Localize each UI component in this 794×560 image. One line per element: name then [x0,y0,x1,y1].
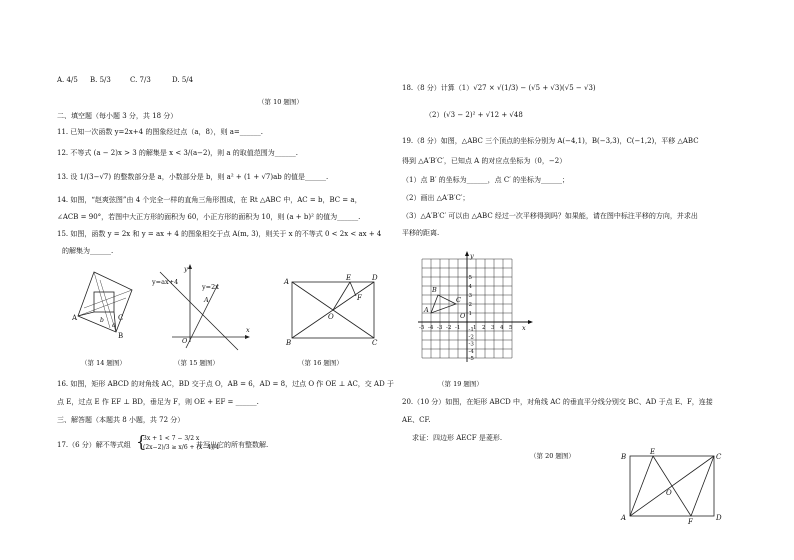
fig19-x-tick-label: 3 [491,325,495,331]
question-19-line-3: （1）点 B′ 的坐标为______，点 C′ 的坐标为______； [402,176,570,184]
question-15-line-2: 的解集为______. [62,247,114,255]
question-19-line-4: （2）画出 △A′B′C′； [402,194,470,202]
fig15-label-f1: y=ax+4 [152,278,179,286]
figure-19-caption: （第 19 题图） [438,380,483,388]
option-b: B. 5/3 [90,76,111,84]
fig19-label-x: x [522,324,526,332]
fig15-label-y: y [184,265,188,273]
question-17-suffix: 并写出它的所有整数解. [196,441,269,449]
option-d: D. 5/4 [172,76,194,84]
fig19-x-tick-label: -5 [419,325,425,331]
fig16-label-c: C [372,339,378,347]
fig16-label-b: B [286,339,292,347]
option-c: C. 7/3 [130,76,151,84]
fig20-label-o: O [666,489,672,497]
fig14-label-b-side: b [100,317,104,324]
question-14-line-1: 14. 如图，“赵爽弦图”由 4 个完全一样的直角三角形围成，在 Rt △ABC 中，AC = b，BC = a， [57,196,362,204]
question-20-line-2: AE、CF. [402,416,431,424]
fig20-label-a: A [621,514,627,522]
fig19-label-y: y [470,252,474,260]
fig20-label-f: F [688,518,693,526]
fig19-label-o: O [460,312,466,320]
fig19-y-tick-label: 4 [468,284,472,290]
fig19-y-tick-label: -2 [468,334,474,341]
figure-20-diagram [618,448,726,524]
question-11: 11. 已知一次函数 y=2x+4 的图象经过点（a，8），则 a=______. [57,128,263,136]
figure-19-grid [410,250,535,368]
question-19-line-6: 平移的距离. [402,229,440,237]
fig19-y-tick-label: -4 [468,348,474,355]
fig19-y-tick-label: -5 [468,356,474,362]
fig15-label-a: A [204,296,209,304]
fig14-label-a: A [72,314,78,322]
figure-14-caption: （第 14 题图） [81,359,126,367]
fig19-label-c: C [456,296,461,304]
option-a: A. 4/5 [57,76,78,84]
fig16-label-d: D [372,274,378,282]
figure-10-caption: （第 10 题图） [258,98,303,106]
figure-16-caption: （第 16 题图） [298,359,343,367]
fig20-label-c: C [716,453,722,461]
question-14-line-2: ∠ACB = 90°，若图中大正方形的面积为 60，小正方形的面积为 10，则 (a + b)² 的值为______. [57,213,361,221]
question-20-line-1: 20.（10 分）如图，在矩形 ABCD 中，对角线 AC 的垂直平分线分别交 BC、AD 于点 E、F，连接 [402,398,713,406]
fig15-label-o: O [182,337,188,345]
fig19-y-tick-label: 5 [468,275,472,281]
question-19-line-5: （3）△A′B′C′ 可以由 △ABC 经过一次平移得到吗？如果能，请在图中标注平移的方向，并求出 [402,212,698,220]
figure-14-diagram [72,270,142,345]
fig19-x-tick-label: 5 [509,325,513,331]
fig19-y-tick-label: -3 [468,341,474,348]
fig19-label-a: A [424,306,429,314]
figure-15-graph [150,262,250,352]
fig19-y-tick-label: -1 [468,327,474,334]
question-18-part-2: （2）(√3 − 2)² + √12 + √48 [425,111,523,119]
fig15-label-f2: y=2x [202,283,219,291]
section-3-heading: 三、解答题（本题共 8 小题，共 72 分） [57,416,185,424]
fig14-label-c: C [118,314,124,322]
question-16-line-1: 16. 如图，矩形 ABCD 的对角线 AC，BD 交于点 O，AB = 6，AD = 8，过点 O 作 OE ⊥ AC，交 AD 于 [57,380,394,388]
question-15-line-1: 15. 如图，函数 y = 2x 和 y = ax + 4 的图象相交于点 A(m, 3)，则关于 x 的不等式 0 < 2x < ax + 4 [57,230,382,238]
fig19-x-tick-label: -2 [446,325,452,331]
fig16-label-a: A [284,278,290,286]
fig19-y-tick-label: 1 [468,311,472,317]
fig19-y-tick-label: 2 [468,302,472,308]
fig19-x-tick-label: -4 [428,325,434,331]
fig16-label-o: O [328,313,334,321]
fig19-x-tick-label: 1 [473,325,477,331]
fig20-label-d: D [716,514,722,522]
fig19-x-tick-label: 2 [482,325,486,331]
fig19-label-b: B [432,286,437,294]
fig14-label-b: B [118,332,124,340]
question-17-inequality-2: (2x−2)/3 ≥ x/6 + (x−4)/4 [143,444,220,451]
fig16-label-e: E [346,274,352,282]
figure-15-caption: （第 15 题图） [174,359,219,367]
fig16-label-f: F [357,294,362,302]
question-18-part-1: 18.（8 分）计算（1）√27 × √(1/3) − (√5 + √3)(√5 − √3) [402,84,596,92]
fig19-x-tick-label: -1 [455,325,461,331]
fig20-label-b: B [621,453,627,461]
figure-16-diagram [284,274,380,346]
fig15-label-x: x [246,326,250,334]
system-brace-icon: { [136,432,147,451]
question-19-line-1: 19.（8 分）如图，△ABC 三个顶点的坐标分别为 A(−4,1)，B(−3,3)，C(−1,2)，平移 △ABC [402,137,699,145]
fig14-label-a-side: a [112,322,116,329]
fig20-label-e: E [650,448,656,456]
section-2-heading: 二、填空题（每小题 3 分，共 18 分） [57,112,178,120]
fig19-x-tick-label: 4 [500,325,504,331]
fig19-y-tick-label: 3 [468,293,472,299]
figure-20-caption: （第 20 题图） [530,452,575,460]
question-16-line-2: 点 E，过点 E 作 EF ⊥ BD，垂足为 F，则 OE + EF = ______. [57,398,259,406]
question-12: 12. 不等式 (a − 2)x > 3 的解集是 x < 3/(a−2)，则 a 的取值范围为______. [57,149,299,157]
question-13: 13. 设 1/(3−√7) 的整数部分是 a，小数部分是 b，则 a² + (1 + √7)ab 的值是______. [57,173,329,181]
question-19-line-2: 得到 △A′B′C′，已知点 A 的对应点坐标为（0，−2） [402,157,567,165]
question-20-line-3: 求证：四边形 AECF 是菱形. [412,434,503,442]
fig19-x-tick-label: -3 [437,325,443,331]
question-17-prefix: 17.（6 分）解不等式组 [57,441,131,449]
question-17-inequality-1: 3x + 1 < 7 − 3/2 x [143,435,200,442]
